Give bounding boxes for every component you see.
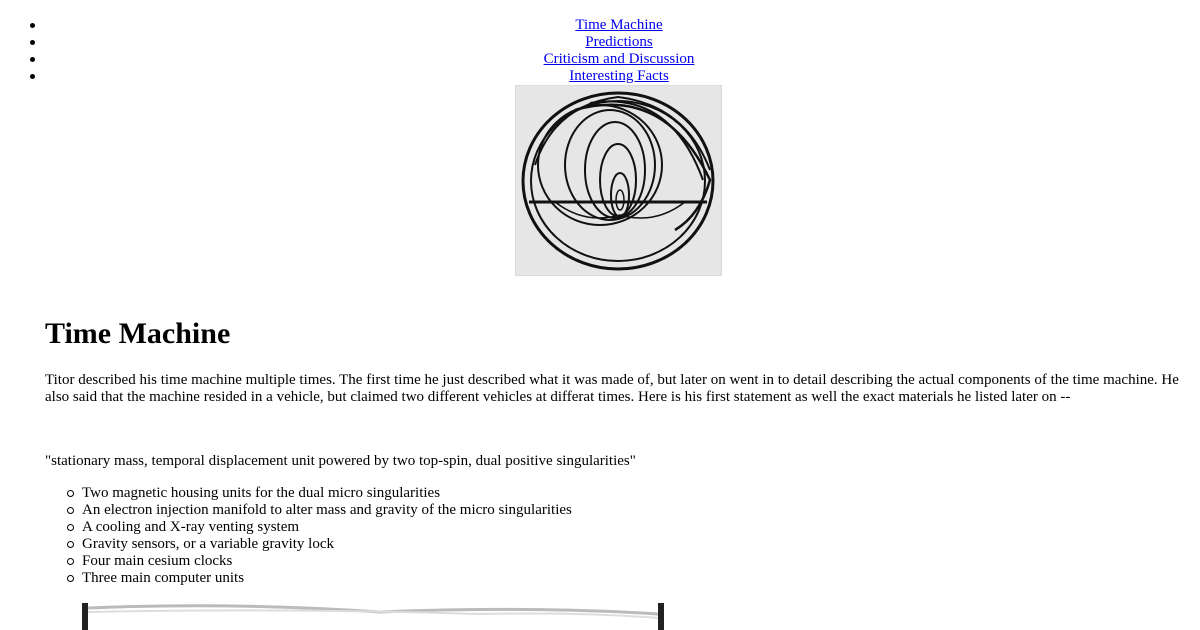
nav-link-interesting-facts[interactable]: Interesting Facts bbox=[569, 68, 669, 84]
list-item bbox=[82, 519, 572, 536]
bullet-icon bbox=[30, 23, 35, 28]
intro-paragraph: Titor described his time machine multiple times. The first time he just described what it was made of, but later on went in to detail describing the actual components of the time machine. He also said that the machine resided in a vehicle, but claimed two different vehicles at differat times. Here is his first statement as well the exact materials he listed later on -- bbox=[45, 372, 1179, 405]
schematic-sketch-image bbox=[80, 600, 666, 630]
list-item bbox=[82, 553, 572, 570]
nav-link-predictions[interactable]: Predictions bbox=[585, 34, 653, 50]
nav-item-time-machine bbox=[30, 17, 1200, 34]
nav-item-interesting-facts bbox=[30, 68, 1200, 85]
quote-paragraph: "stationary mass, temporal displacement unit powered by two top-spin, dual positive singularities" bbox=[45, 453, 636, 469]
bullet-icon bbox=[67, 490, 74, 497]
bullet-icon bbox=[67, 575, 74, 582]
top-navigation bbox=[30, 17, 1200, 85]
list-item-text: An electron injection manifold to alter mass and gravity of the micro singularities bbox=[82, 502, 572, 518]
list-item bbox=[82, 570, 572, 587]
nav-item-predictions bbox=[30, 34, 1200, 51]
bullet-icon bbox=[67, 507, 74, 514]
list-item bbox=[82, 485, 572, 502]
list-item-text: A cooling and X-ray venting system bbox=[82, 519, 300, 535]
list-item-text: Two magnetic housing units for the dual micro singularities bbox=[82, 485, 441, 501]
bullet-icon bbox=[67, 541, 74, 548]
bullet-icon bbox=[30, 57, 35, 62]
list-item-text: Three main computer units bbox=[82, 570, 245, 586]
time-machine-emblem-image bbox=[515, 85, 722, 276]
nav-link-criticism[interactable]: Criticism and Discussion bbox=[543, 51, 695, 67]
nav-item-criticism bbox=[30, 51, 1200, 68]
list-item bbox=[82, 502, 572, 519]
page-title: Time Machine bbox=[45, 317, 231, 350]
bullet-icon bbox=[67, 558, 74, 565]
bullet-icon bbox=[67, 524, 74, 531]
component-list bbox=[82, 485, 572, 587]
list-item-text: Gravity sensors, or a variable gravity lock bbox=[82, 536, 335, 552]
bullet-icon bbox=[30, 74, 35, 79]
nav-link-time-machine[interactable]: Time Machine bbox=[575, 17, 663, 33]
bullet-icon bbox=[30, 40, 35, 45]
list-item bbox=[82, 536, 572, 553]
list-item-text: Four main cesium clocks bbox=[82, 553, 233, 569]
